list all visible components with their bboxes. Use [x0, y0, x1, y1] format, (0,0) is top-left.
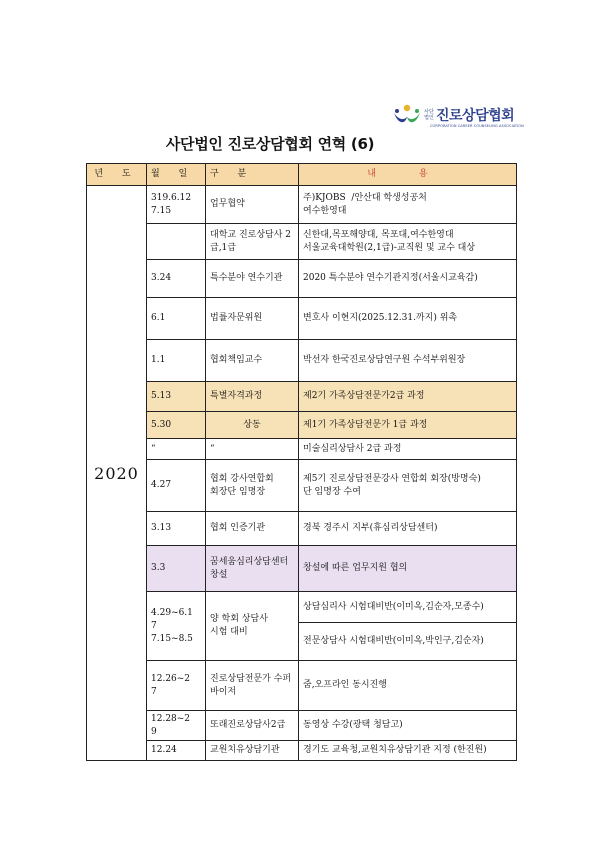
table-row [87, 439, 517, 460]
table-row [87, 592, 517, 623]
table-row [87, 260, 517, 298]
kind-cell: 상동 [206, 412, 299, 439]
content-cell: 동영상 수강(광택 청담고) [299, 711, 517, 741]
content-cell: 제1기 가족상담전문가 1급 과정 [299, 412, 517, 439]
date-cell: 5.30 [147, 412, 206, 439]
table-row [87, 512, 517, 546]
logo-sub-text: CORPORATION CAREER COUNSELING ASSOCIATION [430, 124, 524, 128]
header-kind: 구 분 [206, 164, 299, 186]
year-cell: 2020 [87, 186, 147, 761]
page-title: 사단법인 진로상담협회 연혁 (6) [165, 135, 375, 153]
association-logo-mark-icon [392, 104, 422, 126]
content-cell: 박선자 한국진로상담연구원 수석부위원장 [299, 340, 517, 382]
date-cell: 1.1 [147, 340, 206, 382]
header-month: 월 일 [147, 164, 206, 186]
content-cell: 2020 특수분야 연수기관지정(서울시교육감) [299, 260, 517, 298]
date-cell: 3.24 [147, 260, 206, 298]
kind-cell: “ [206, 439, 299, 460]
date-cell: 4.27 [147, 460, 206, 512]
table-row [87, 546, 517, 592]
content-cell: 상담심리사 시험대비반(이미옥,김순자,모종수) [299, 592, 517, 623]
table-row [87, 224, 517, 260]
date-cell: 12.24 [147, 741, 206, 761]
date-cell: 5.13 [147, 382, 206, 412]
kind-cell: 교원치유상담기관 [206, 741, 299, 761]
table-row [87, 661, 517, 711]
kind-cell: 법률자문위원 [206, 298, 299, 340]
kind-cell: 협회책임교수 [206, 340, 299, 382]
kind-cell: 진로상담전문가 수퍼바이저 [206, 661, 299, 711]
content-cell: 주)KJOBS /안산대 학생성공처 여수한영대 [299, 186, 517, 224]
kind-cell: 대학교 진로상담사 2급,1급 [206, 224, 299, 260]
content-cell: 제2기 가족상담전문가2급 과정 [299, 382, 517, 412]
kind-cell: 특별자격과정 [206, 382, 299, 412]
table-row [87, 711, 517, 741]
header-year: 년 도 [87, 164, 147, 186]
content-cell: 신한대,목포해양대, 목포대,여수한영대 서울교육대학원(2,1급)-교직원 및 교수 대상 [299, 224, 517, 260]
table-row [87, 382, 517, 412]
content-cell: 창설에 따른 업무지원 협의 [299, 546, 517, 592]
kind-cell: 협회 인증기관 [206, 512, 299, 546]
header-content: 내 용 [299, 164, 517, 186]
logo-small-text: 사단법인 [424, 109, 434, 121]
content-cell: 전문상담사 시험대비반(이미옥,박인구,김순자) [299, 623, 517, 661]
kind-cell: 또래진로상담사2급 [206, 711, 299, 741]
kind-cell: 특수분야 연수기관 [206, 260, 299, 298]
date-cell: 12.26~2 7 [147, 661, 206, 711]
date-cell: 319.6.12 7.15 [147, 186, 206, 224]
table-row [87, 298, 517, 340]
date-cell: 4.29~6.1 7 7.15~8.5 [147, 592, 206, 661]
date-cell: 6.1 [147, 298, 206, 340]
table-row [87, 340, 517, 382]
table-row [87, 412, 517, 439]
content-cell: 경북 경주시 지부(휴심리상담센터) [299, 512, 517, 546]
date-cell: 3.13 [147, 512, 206, 546]
kind-cell: 협회 강사연합회 회장단 임명장 [206, 460, 299, 512]
date-cell: 3.3 [147, 546, 206, 592]
content-cell: 제5기 진로상담전문강사 연합회 회장(방명숙) 단 임명장 수여 [299, 460, 517, 512]
date-cell: 12.28~2 9 [147, 711, 206, 741]
table-row [87, 186, 517, 224]
content-cell: 미술심리상담사 2급 과정 [299, 439, 517, 460]
history-table [86, 163, 517, 761]
date-cell: “ [147, 439, 206, 460]
content-cell: 경기도 교육청,교원치유상담기관 지정 (한진원) [299, 741, 517, 761]
kind-cell: 꿈세움심리상담센터 창설 [206, 546, 299, 592]
date-cell [147, 224, 206, 260]
table-row [87, 741, 517, 761]
content-cell: 줌,오프라인 동시진행 [299, 661, 517, 711]
table-header-row [87, 164, 517, 186]
content-cell: 변호사 이현지(2025.12.31.까지) 위촉 [299, 298, 517, 340]
kind-cell: 양 학회 상담사 시험 대비 [206, 592, 299, 661]
logo-main-text: 진로상담협회 [436, 108, 515, 124]
table-row [87, 460, 517, 512]
kind-cell: 업무협약 [206, 186, 299, 224]
